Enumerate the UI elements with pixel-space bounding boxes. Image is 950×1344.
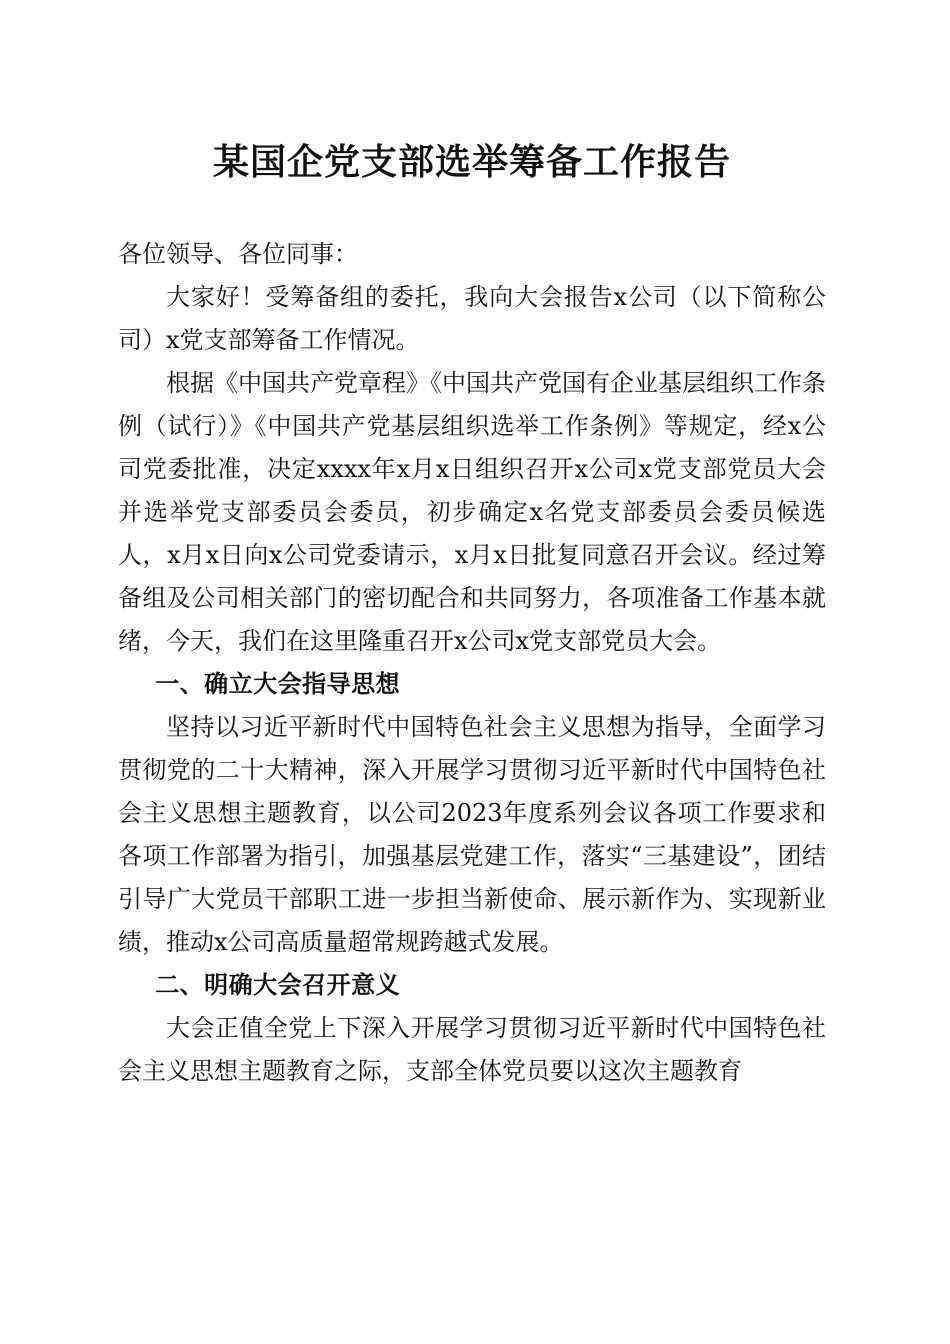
document-title: 某国企党支部选举筹备工作报告 xyxy=(212,141,731,183)
section-text-guiding-thought: 坚持以习近平新时代中国特色社会主义思想为指导，全面学习贯彻党的二十大精神，深入开展学习贯彻习近平新时代中国特色社会主义思想主题教育，以公司2023年度系列会议各项工作要求和各项工作部署为指引，加强基层党建工作，落实“三基建设”，团结引导广大党员干部职工进一步担当新使命、展示新作为、实现新业绩，推动x公司高质量超常规跨越式发展。 xyxy=(118,713,826,956)
salutation: 各位领导、各位同事： xyxy=(118,240,358,268)
section-heading-significance: 二、明确大会召开意义 xyxy=(155,971,401,999)
section-heading-guiding-thought: 一、确立大会指导思想 xyxy=(155,670,401,698)
background-paragraph: 根据《中国共产党章程》《中国共产党国有企业基层组织工作条例（试行）》《中国共产党基层组织选举工作条例》等规定，经x公司党委批准，决定xxxx年x月x日组织召开x公司x党支部党员大会并选举党支部委员会委员，初步确定x名党支部委员会委员候选人，x月x日向x公司党委请示，x月x日批复同意召开会议。经过筹备组及公司相关部门的密切配合和共同努力，各项准备工作基本就绪，今天，我们在这里隆重召开x公司x党支部党员大会。 xyxy=(118,369,826,655)
document-body xyxy=(118,233,826,1093)
section-text-significance: 大会正值全党上下深入开展学习贯彻习近平新时代中国特色社会主义思想主题教育之际，支部全体党员要以这次主题教育 xyxy=(118,1014,826,1085)
intro-paragraph: 大家好！受筹备组的委托，我向大会报告x公司（以下简称公司）x党支部筹备工作情况。 xyxy=(118,283,826,354)
